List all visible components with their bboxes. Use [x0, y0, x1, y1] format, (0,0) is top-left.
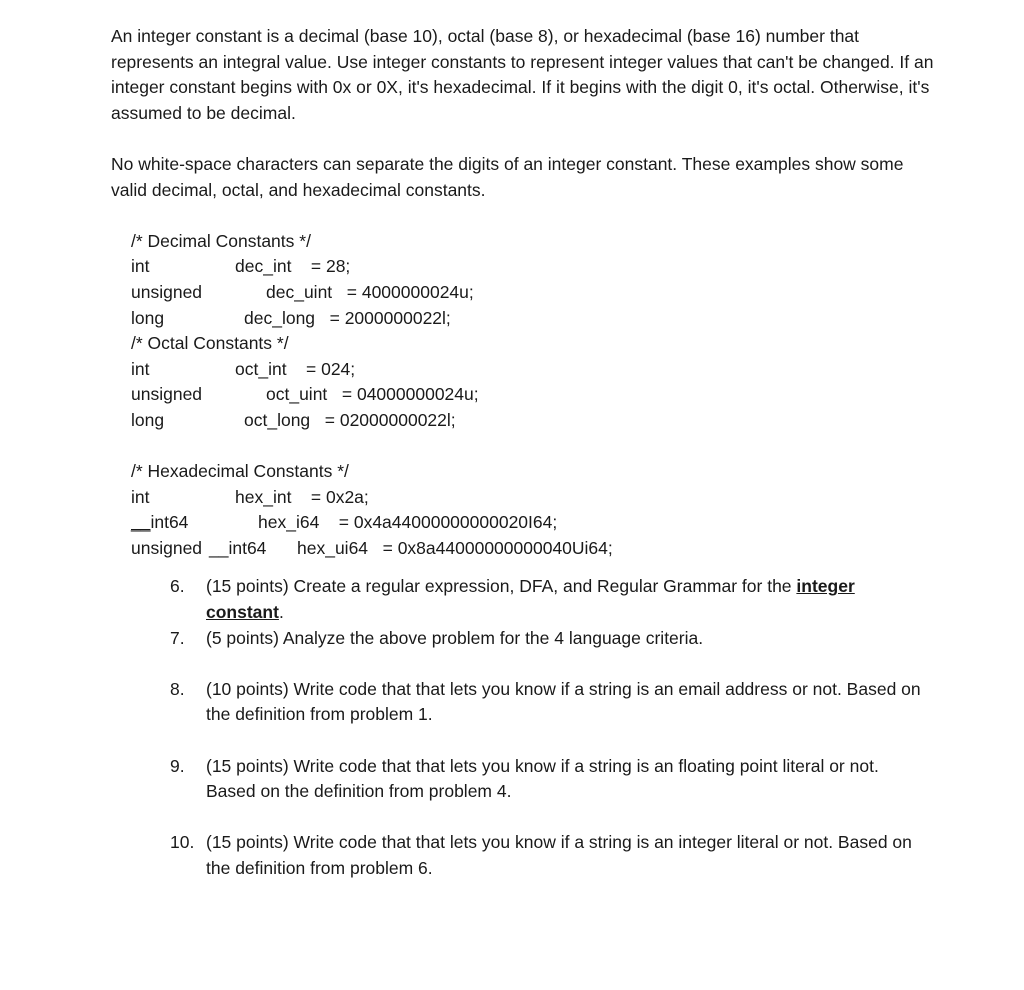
code-comment-decimal: /* Decimal Constants */	[131, 230, 311, 251]
code-type: unsigned	[131, 281, 203, 302]
code-declaration: dec_long = 2000000022l;	[244, 307, 451, 328]
code-type: long	[131, 409, 165, 430]
question-8	[170, 677, 930, 728]
code-declaration: hex_int = 0x2a;	[235, 486, 369, 507]
code-declaration: hex_i64 = 0x4a44000000000020I64;	[258, 512, 558, 533]
code-line-oct-long	[131, 408, 941, 434]
code-type: int	[131, 486, 150, 507]
question-list	[170, 574, 930, 881]
code-line-oct-int	[131, 357, 941, 383]
question-text: (15 points) Write code that that lets you know if a string is an integer literal or not. Based on the definition from problem 6.	[206, 832, 912, 878]
question-text: (10 points) Write code that that lets you know if a string is an email address or not. Based on the definition from problem 1.	[206, 678, 921, 725]
code-line-oct-uint	[131, 382, 941, 408]
code-comment-hex: /* Hexadecimal Constants */	[131, 461, 349, 482]
question-7	[170, 626, 930, 652]
intro-paragraph-2: No white-space characters can separate the digits of an integer constant. These examples show some valid decimal, octal, and hexadecimal constants.	[111, 153, 904, 200]
question-text: (15 points) Write code that that lets you know if a string is an floating point literal or not. Based on the definition from problem 4.	[206, 755, 879, 802]
code-examples	[131, 229, 941, 562]
code-type: long	[131, 307, 165, 328]
question-6	[170, 574, 930, 625]
code-type-suffix: __int64	[209, 537, 267, 558]
question-number: 8.	[170, 678, 185, 699]
code-type: int	[131, 358, 150, 379]
code-comment-octal: /* Octal Constants */	[131, 333, 289, 354]
code-line-hex-i64	[131, 510, 941, 536]
code-line-dec-uint	[131, 280, 941, 306]
question-number: 6.	[170, 576, 185, 597]
question-number: 10.	[170, 832, 195, 853]
code-declaration: oct_int = 024;	[235, 358, 356, 379]
code-line-hex-int	[131, 485, 941, 511]
question-number: 7.	[170, 627, 185, 648]
question-text: (15 points) Create a regular expression, DFA, and Regular Grammar for the integer constant.	[206, 576, 855, 623]
question-9	[170, 754, 930, 805]
code-line-dec-int	[131, 254, 941, 280]
code-type: unsigned	[131, 384, 203, 405]
code-declaration: dec_uint = 4000000024u;	[266, 281, 474, 302]
code-type: int	[131, 256, 150, 277]
code-type: __int64	[131, 512, 189, 533]
question-text: (5 points) Analyze the above problem for the 4 language criteria.	[206, 627, 704, 648]
question-10	[170, 830, 930, 881]
code-line-hex-ui64	[131, 536, 941, 562]
code-type: unsigned	[131, 537, 203, 558]
code-line-dec-long	[131, 306, 941, 332]
question-number: 9.	[170, 755, 185, 776]
code-declaration: hex_ui64 = 0x8a44000000000040Ui64;	[297, 537, 613, 558]
code-declaration: oct_uint = 04000000024u;	[266, 384, 479, 405]
code-declaration: dec_int = 28;	[235, 256, 351, 277]
document-page	[111, 24, 941, 882]
code-declaration: oct_long = 02000000022l;	[244, 409, 456, 430]
emphasis-term: integer constant	[206, 576, 855, 623]
intro-paragraph-1: An integer constant is a decimal (base 10), octal (base 8), or hexadecimal (base 16) number that represents an integral value. Use integer constants to represent integer values that can't be changed. If an integer constant begins with 0x or 0X, it's hexadecimal. If it begins with the digit 0, it's octal. Otherwise, it's assumed to be decimal.	[111, 26, 934, 123]
